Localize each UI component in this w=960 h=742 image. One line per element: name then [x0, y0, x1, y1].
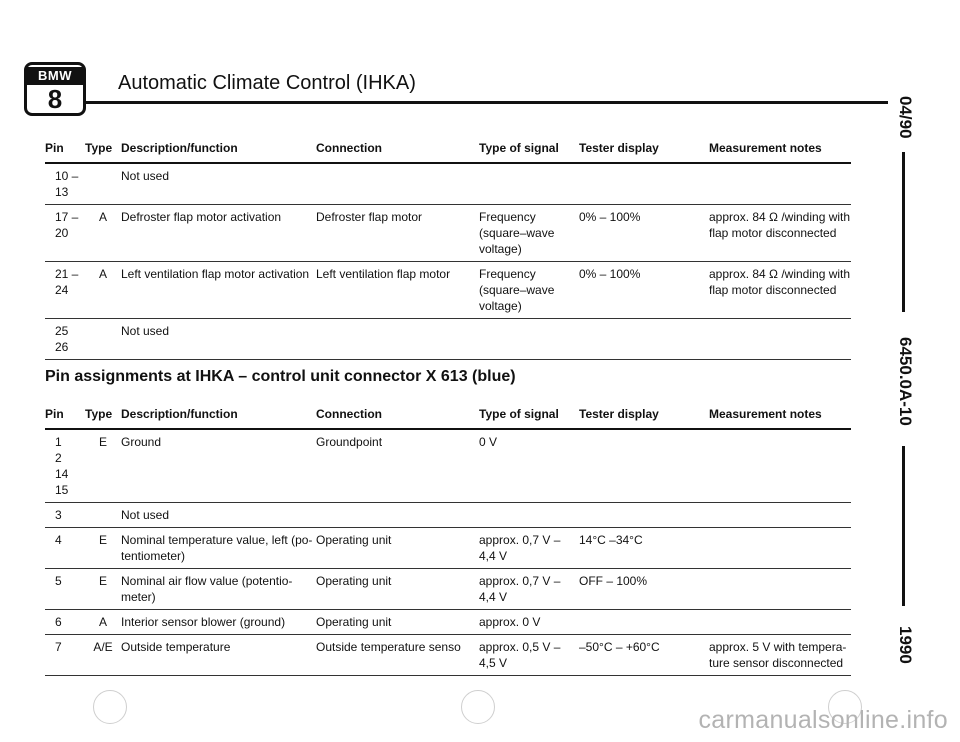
cell-signal-type: approx. 0,7 V – 4,4 V: [479, 569, 579, 610]
cell-pin: 10 – 13: [45, 163, 85, 205]
cell-type: A/E: [85, 635, 121, 676]
cell-description: Not used: [121, 163, 316, 205]
side-label-year: 1990: [896, 626, 915, 664]
cell-type: E: [85, 429, 121, 503]
side-rule: [902, 446, 905, 606]
col-header-connection: Connection: [316, 140, 479, 163]
bmw-logo: [24, 62, 86, 116]
cell-description: Ground: [121, 429, 316, 503]
table-row: [45, 528, 851, 569]
col-header-tester-display: Tester display: [579, 406, 709, 429]
binder-hole: [461, 690, 495, 724]
table-row: [45, 610, 851, 635]
cell-pin: 3: [45, 503, 85, 528]
cell-signal-type: [479, 319, 579, 360]
col-header-connection: Connection: [316, 406, 479, 429]
col-header-measurement-notes: Measurement notes: [709, 140, 851, 163]
cell-signal-type: 0 V: [479, 429, 579, 503]
cell-pin: 17 – 20: [45, 205, 85, 262]
cell-signal-type: approx. 0 V: [479, 610, 579, 635]
cell-description: Not used: [121, 319, 316, 360]
cell-connection: Operating unit: [316, 569, 479, 610]
cell-tester-display: 14°C –34°C: [579, 528, 709, 569]
col-header-tester-display: Tester display: [579, 140, 709, 163]
cell-measurement-notes: [709, 569, 851, 610]
cell-type: E: [85, 569, 121, 610]
col-header-signal-type: Type of signal: [479, 140, 579, 163]
cell-signal-type: Frequency (square–wave voltage): [479, 262, 579, 319]
cell-description: Interior sensor blower (ground): [121, 610, 316, 635]
col-header-signal-type: Type of signal: [479, 406, 579, 429]
cell-type: A: [85, 262, 121, 319]
side-rule: [902, 152, 905, 312]
header-rule: [86, 101, 888, 104]
col-header-pin: Pin: [45, 140, 85, 163]
cell-pin: 25 26: [45, 319, 85, 360]
col-header-measurement-notes: Measurement notes: [709, 406, 851, 429]
cell-pin: 7: [45, 635, 85, 676]
cell-measurement-notes: approx. 5 V with tempera- ture sensor disconnected: [709, 635, 851, 676]
cell-tester-display: –50°C – +60°C: [579, 635, 709, 676]
side-label-code: 6450.0A-10: [896, 337, 915, 426]
cell-tester-display: [579, 503, 709, 528]
col-header-type: Type: [85, 406, 121, 429]
cell-tester-display: [579, 429, 709, 503]
page-title: Automatic Climate Control (IHKA): [118, 72, 416, 94]
pin-table-1: [45, 140, 851, 360]
table-row: [45, 262, 851, 319]
cell-tester-display: OFF – 100%: [579, 569, 709, 610]
cell-pin: 21 – 24: [45, 262, 85, 319]
cell-type: A: [85, 610, 121, 635]
cell-description: Nominal temperature value, left (po- tentiometer): [121, 528, 316, 569]
cell-connection: Outside temperature senso: [316, 635, 479, 676]
watermark: carmanualsonline.info: [698, 706, 948, 734]
cell-measurement-notes: [709, 429, 851, 503]
table-header-row: [45, 140, 851, 163]
cell-signal-type: Frequency (square–wave voltage): [479, 205, 579, 262]
cell-description: Not used: [121, 503, 316, 528]
cell-description: Outside temperature: [121, 635, 316, 676]
logo-series-text: 8: [47, 84, 63, 114]
cell-description: Left ventilation flap motor activation: [121, 262, 316, 319]
cell-type: A: [85, 205, 121, 262]
cell-type: E: [85, 528, 121, 569]
cell-signal-type: [479, 163, 579, 205]
cell-tester-display: [579, 319, 709, 360]
table-row: [45, 319, 851, 360]
binder-hole: [93, 690, 127, 724]
cell-measurement-notes: [709, 163, 851, 205]
cell-description: Defroster flap motor activation: [121, 205, 316, 262]
table-row: [45, 429, 851, 503]
col-header-description: Description/function: [121, 406, 316, 429]
cell-measurement-notes: [709, 528, 851, 569]
cell-type: [85, 503, 121, 528]
cell-pin: 1 2 14 15: [45, 429, 85, 503]
pin-table-2: [45, 406, 851, 676]
cell-tester-display: 0% – 100%: [579, 262, 709, 319]
cell-measurement-notes: [709, 503, 851, 528]
cell-pin: 4: [45, 528, 85, 569]
cell-connection: [316, 503, 479, 528]
cell-connection: Operating unit: [316, 610, 479, 635]
cell-connection: Defroster flap motor: [316, 205, 479, 262]
cell-measurement-notes: [709, 610, 851, 635]
cell-signal-type: approx. 0,5 V – 4,5 V: [479, 635, 579, 676]
table-row: [45, 163, 851, 205]
col-header-type: Type: [85, 140, 121, 163]
logo-brand-text: BMW: [27, 67, 83, 85]
table-row: [45, 635, 851, 676]
cell-connection: Operating unit: [316, 528, 479, 569]
cell-tester-display: 0% – 100%: [579, 205, 709, 262]
table-row: [45, 569, 851, 610]
cell-tester-display: [579, 610, 709, 635]
cell-description: Nominal air flow value (potentio- meter): [121, 569, 316, 610]
cell-tester-display: [579, 163, 709, 205]
section-title: Pin assignments at IHKA – control unit connector X 613 (blue): [45, 368, 516, 385]
cell-connection: [316, 319, 479, 360]
cell-measurement-notes: approx. 84 Ω /winding with flap motor disconnected: [709, 205, 851, 262]
table-header-row: [45, 406, 851, 429]
cell-signal-type: approx. 0,7 V – 4,4 V: [479, 528, 579, 569]
cell-pin: 5: [45, 569, 85, 610]
cell-connection: Left ventilation flap motor: [316, 262, 479, 319]
cell-signal-type: [479, 503, 579, 528]
table-row: [45, 503, 851, 528]
cell-connection: [316, 163, 479, 205]
cell-measurement-notes: approx. 84 Ω /winding with flap motor disconnected: [709, 262, 851, 319]
col-header-description: Description/function: [121, 140, 316, 163]
cell-connection: Groundpoint: [316, 429, 479, 503]
col-header-pin: Pin: [45, 406, 85, 429]
cell-type: [85, 319, 121, 360]
table-row: [45, 205, 851, 262]
side-label-date: 04/90: [896, 96, 915, 139]
cell-pin: 6: [45, 610, 85, 635]
cell-measurement-notes: [709, 319, 851, 360]
cell-type: [85, 163, 121, 205]
